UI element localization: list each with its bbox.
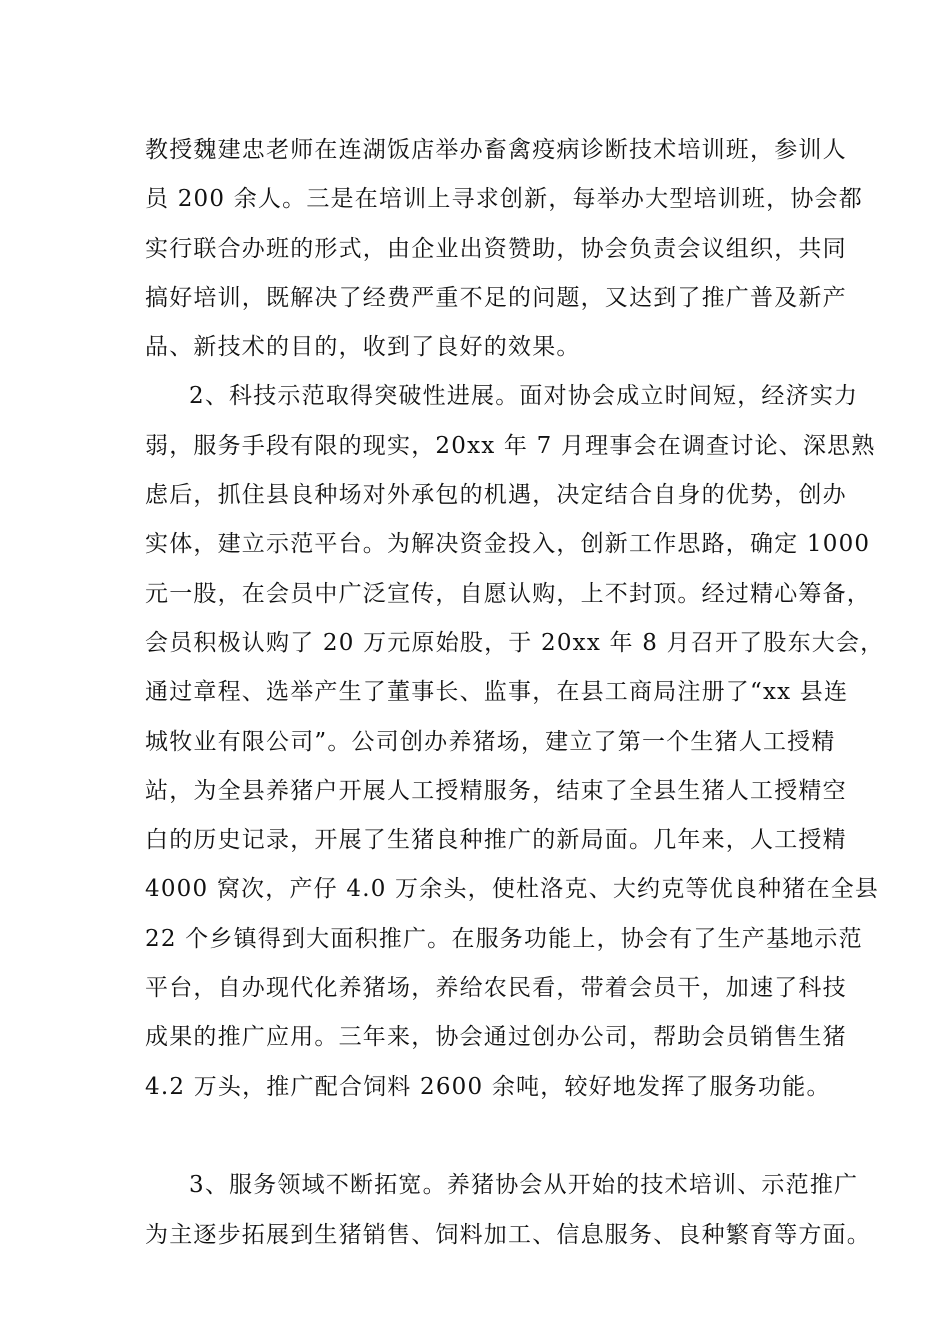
text-line <box>145 1112 845 1161</box>
paragraph-service-expansion <box>145 1161 871 1260</box>
text-line: 站，为全县养猪户开展人工授精服务，结束了全县生猪人工授精空 <box>145 777 847 804</box>
paragraph-demonstration-progress <box>145 372 885 1161</box>
text-line: 元一股，在会员中广泛宣传，自愿认购，上不封顶。经过精心筹备， <box>145 580 871 607</box>
text-line: 会员积极认购了 20 万元原始股，于 20xx 年 8 月召开了股东大会， <box>145 629 885 656</box>
document-body <box>145 126 885 1260</box>
text-line: 成果的推广应用。三年来，协会通过创办公司，帮助会员销售生猪 <box>145 1024 847 1051</box>
text-line: 4.2 万头，推广配合饲料 2600 余吨，较好地发挥了服务功能。 <box>145 1073 831 1100</box>
text-line: 4000 窝次，产仔 4.0 万余头，使杜洛克、大约克等优良种猪在全县 <box>145 876 880 903</box>
text-line: 城牧业有限公司”。公司创办养猪场，建立了第一个生猪人工授精 <box>145 728 836 755</box>
paragraph-training-continued <box>145 126 863 372</box>
text-line: 实行联合办班的形式，由企业出资赞助，协会负责会议组织，共同 <box>145 235 847 262</box>
text-line: 品、新技术的目的，收到了良好的效果。 <box>145 334 581 361</box>
text-line: 通过章程、选举产生了董事长、监事，在县工商局注册了“xx 县连 <box>145 679 849 706</box>
text-line: 虑后，抓住县良种场对外承包的机遇，决定结合自身的优势，创办 <box>145 482 847 509</box>
text-line: 弱，服务手段有限的现实，20xx 年 7 月理事会在调查讨论、深思熟 <box>145 432 876 459</box>
text-line: 员 200 余人。三是在培训上寻求创新，每举办大型培训班，协会都 <box>145 186 863 213</box>
text-line: 白的历史记录，开展了生猪良种推广的新局面。几年来，人工授精 <box>145 827 847 854</box>
text-line: 实体，建立示范平台。为解决资金投入，创新工作思路，确定 1000 <box>145 531 871 558</box>
text-line: 22 个乡镇得到大面积推广。在服务功能上，协会有了生产基地示范 <box>145 925 863 952</box>
text-line: 搞好培训，既解决了经费严重不足的问题，又达到了推广普及新产 <box>145 284 847 311</box>
text-line: 平台，自办现代化养猪场，养给农民看，带着会员干，加速了科技 <box>145 975 847 1002</box>
text-line: 3、服务领域不断拓宽。养猪协会从开始的技术培训、示范推广 <box>189 1172 859 1199</box>
text-line: 2、科技示范取得突破性进展。面对协会成立时间短，经济实力 <box>189 383 859 410</box>
text-line: 为主逐步拓展到生猪销售、饲料加工、信息服务、良种繁育等方面。 <box>145 1221 871 1248</box>
text-line: 教授魏建忠老师在连湖饭店举办畜禽疫病诊断技术培训班，参训人 <box>145 137 847 163</box>
